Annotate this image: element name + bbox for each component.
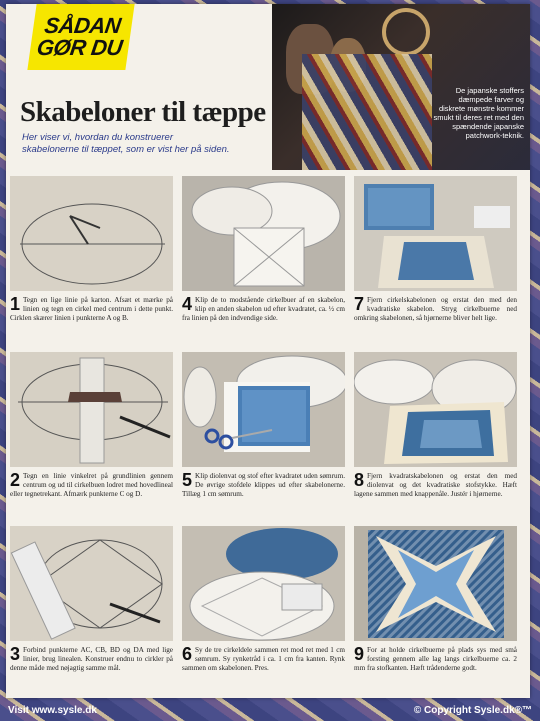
step-5-text xyxy=(182,472,345,498)
step-description: Tegn en linie vinkelret på grundlinien gennem centrum og ud til cirkelbuen lodret med hovedlineal eller tegnetrekant. Afmærk punkterne C og D. xyxy=(10,472,173,498)
step-9 xyxy=(354,526,517,686)
basket-image xyxy=(382,8,430,56)
step-5 xyxy=(182,352,345,512)
page-subtitle: Her viser vi, hvordan du konstruerer skabelonerne til tæppet, som er vist her på siden. xyxy=(22,132,230,155)
step-9-text xyxy=(354,646,517,672)
step-description: Fjern cirkelskabelonen og erstat den med den kvadratiske skabelon. Stryg cirkelbuerne ned omkring skabelonen, så hjørnerne bliver helt lige. xyxy=(354,296,517,322)
step-description: Tegn en lige linie på karton. Afsæt et mærke på linien og tegn en cirkel med centrum i dette punkt. Cirklen skærer linien i punkterne A og B. xyxy=(10,296,173,322)
step-2 xyxy=(10,352,173,512)
photo-caption: De japanske stoffers dæmpede farver og diskrete mønstre kommer smukt til deres ret med den spændende japanske patchwork-teknik. xyxy=(433,86,524,140)
step-2-text xyxy=(10,472,173,498)
step-7 xyxy=(354,176,517,336)
how-to-badge xyxy=(27,4,134,70)
step-number: 6 xyxy=(182,644,193,664)
magazine-page xyxy=(6,4,530,698)
step-number: 2 xyxy=(10,470,21,490)
step-number: 1 xyxy=(10,294,21,314)
step-7-image xyxy=(354,176,517,291)
step-6 xyxy=(182,526,345,686)
step-number: 7 xyxy=(354,294,365,314)
step-4-text xyxy=(182,296,345,322)
step-8-image xyxy=(354,352,517,467)
step-description: Sy de tre cirkeldele sammen ret mod ret med 1 cm sømrum. Sy rynketråd i ca. 1 cm fra kanten. Rynk sammen om skabelonen. Pres. xyxy=(182,646,345,672)
badge-line-1: SÅDAN xyxy=(42,13,123,38)
footer-bar xyxy=(0,702,540,721)
step-4-image xyxy=(182,176,345,291)
footer-visit-text: Visit www.sysle.dk xyxy=(8,705,97,716)
step-description: Klip diolenvat og stof efter kvadratet uden sømrum. De øvrige stofdele klippes ud efter skabelonerne. Tillæg 1 cm sømrum. xyxy=(182,472,345,498)
step-6-image xyxy=(182,526,345,641)
quilt-fabric-image xyxy=(302,54,432,170)
step-number: 8 xyxy=(354,470,365,490)
step-3-image xyxy=(10,526,173,641)
step-6-text xyxy=(182,646,345,672)
step-description: For at holde cirkelbuerne på plads sys med små forsting gennem alle lag langs cirkelbuerne ca. 2 mm fra stofkanten. Hæft trådenderne godt. xyxy=(354,646,517,672)
step-number: 9 xyxy=(354,644,365,664)
page-title: Skabeloner til tæppe xyxy=(20,96,266,128)
step-3-text xyxy=(10,646,173,672)
step-5-image xyxy=(182,352,345,467)
step-1 xyxy=(10,176,173,336)
step-description: Forbind punkterne AC, CB, BD og DA med lige linier, brug linealen. Konstruer endnu to cirkler på denne måde med nøjagtig samme mål. xyxy=(10,646,173,672)
step-description: Klip de to modstående cirkelbuer af en skabelon, klip en anden skabelon ud efter kvadratet, ca. ½ cm fra linien på den indvendige side. xyxy=(182,296,345,322)
badge-line-2: GØR DU xyxy=(35,35,124,60)
step-1-image xyxy=(10,176,173,291)
step-description: Fjern kvadratskabelonen og erstat den med diolenvat og det kvadratiske stofstykke. Hæft lagene sammen med knappenåle. Justér i hjørnerne. xyxy=(354,472,517,498)
step-8-text xyxy=(354,472,517,498)
step-3 xyxy=(10,526,173,686)
quilt-photo xyxy=(272,4,530,170)
step-8 xyxy=(354,352,517,512)
step-4 xyxy=(182,176,345,336)
step-9-image xyxy=(354,526,517,641)
step-1-text xyxy=(10,296,173,322)
step-number: 3 xyxy=(10,644,21,664)
step-7-text xyxy=(354,296,517,322)
step-2-image xyxy=(10,352,173,467)
step-number: 5 xyxy=(182,470,193,490)
footer-copyright-text: © Copyright Sysle.dk®™ xyxy=(413,705,532,716)
step-number: 4 xyxy=(182,294,193,314)
